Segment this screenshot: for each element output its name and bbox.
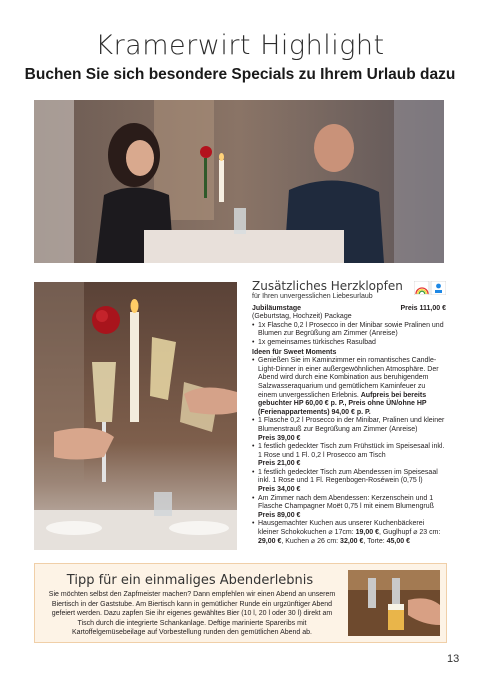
list-item <box>252 495 446 521</box>
tip-title: Tipp für ein einmaliges Abenderlebnis <box>66 573 314 588</box>
idea-price: Preis 21,00 € <box>258 460 301 468</box>
idea-text: Genießen Sie im Kaminzimmer ein romantisches Candle-Light-Dinner in einer außergewöhnlichen Atmosphäre. Der Abend wird durch eine Kombination aus beruhigendem Salzwasseraquarium und gemütlichem Kaminfeuer zu einem unvergesslichen Erlebnis. <box>258 357 439 399</box>
package-price: Preis 111,00 € <box>400 304 446 312</box>
ideas-list <box>252 357 446 546</box>
idea-price: Preis 39,00 € <box>258 434 301 442</box>
idea-text: 1 festlich gedeckter Tisch zum Abendessen im Speisesaal inkl. 1 Rose und 1 Fl. Regenbogen-Roséwein (0,75 l) <box>258 468 438 485</box>
cake-text-a: Hausgemachter Kuchen aus unserer Kuchenbäckerei kleiner Schokokuchen ⌀ 17cm: <box>258 520 425 537</box>
couple-dinner-photo <box>34 100 444 263</box>
page-title: Kramerwirt Highlight <box>95 30 385 61</box>
tip-box <box>34 563 447 643</box>
package-occasion: (Geburtstag, Hochzeit) Package <box>252 313 352 321</box>
cake-text-b: , Guglhupf ⌀ 23 cm: <box>378 529 441 537</box>
list-item <box>252 520 446 546</box>
page-number: 13 <box>447 653 460 665</box>
cake-price-b: 29,00 € <box>258 537 282 545</box>
page-subtitle: Buchen Sie sich besondere Specials zu Ihrem Urlaub dazu <box>24 66 456 83</box>
cake-price-d: 45,00 € <box>386 537 410 545</box>
cake-text-d: , Torte: <box>363 537 387 545</box>
idea-price: Preis 34,00 € <box>258 486 301 494</box>
cake-price-c: 32,00 € <box>340 537 364 545</box>
offer-column <box>252 279 446 546</box>
list-item <box>252 357 446 417</box>
list-item: • 1x Flasche 0,2 l Prosecco in der Minibar sowie Pralinen und Blumen zur Begrüßung am Zimmer (Anreise) <box>252 322 446 339</box>
list-item <box>252 443 446 469</box>
package-name: Jubiläumstage <box>252 304 302 312</box>
cake-price-a: 19,00 € <box>355 529 379 537</box>
list-item: • 1x gemeinsames türkisches Rasulbad <box>252 339 446 348</box>
idea-price: Aufpreis bei bereits gebuchter HP 60,00 € p. P., Preis ohne ÜN/ohne HP (Ferienappartements) 94,00 € p. P. <box>258 391 427 416</box>
idea-price: Preis 89,00 € <box>258 511 301 519</box>
package-row <box>252 305 446 314</box>
section-title: Zusätzliches Herzklopfen <box>252 279 403 293</box>
idea-text: Am Zimmer nach dem Abendessen: Kerzenschein und 1 Flasche Champagner Moët 0,75 l mit einem Blumengruß <box>258 494 434 511</box>
list-item <box>252 417 446 443</box>
section-tagline: für Ihren unvergesslichen Liebesurlaub <box>252 293 373 300</box>
package-items <box>252 322 446 348</box>
ideas-heading: Ideen für Sweet Moments <box>252 348 337 356</box>
idea-text: 1 Flasche 0,2 l Prosecco in der Minibar, Pralinen und kleiner Blumenstrauß zur Begrüßung am Zimmer (Anreise) <box>258 417 445 433</box>
beer-tap-photo <box>348 570 440 636</box>
idea-text: 1 festlich gedeckter Tisch zum Frühstück im Speisesaal inkl. 1 Rose und 1 Fl. 0,2 l Prosecco am Tisch <box>258 443 445 459</box>
cake-text-c: , Kuchen ⌀ 26 cm: <box>281 537 341 545</box>
tip-body: Sie möchten selbst den Zapfmeister machen? Dann empfehlen wir einen Abend an unserem Biertisch in der Gaststube. Am Biertisch kann in gemütlicher Runde ein urgzünftiger Abend gefeiert werden. Dazu zapfen Sie ihr eigenes gewähltes Bier (10 l, 20 l oder 30 l) direkt am Tisch durch die integrierte Schankanlage. Deftige marinierte Spareribs mit Kartoffelgemüsebeilage auf Vorbestellung runden den gemütlichen Abend ab. <box>48 591 336 637</box>
list-item <box>252 469 446 495</box>
toast-glasses-photo <box>34 282 237 550</box>
